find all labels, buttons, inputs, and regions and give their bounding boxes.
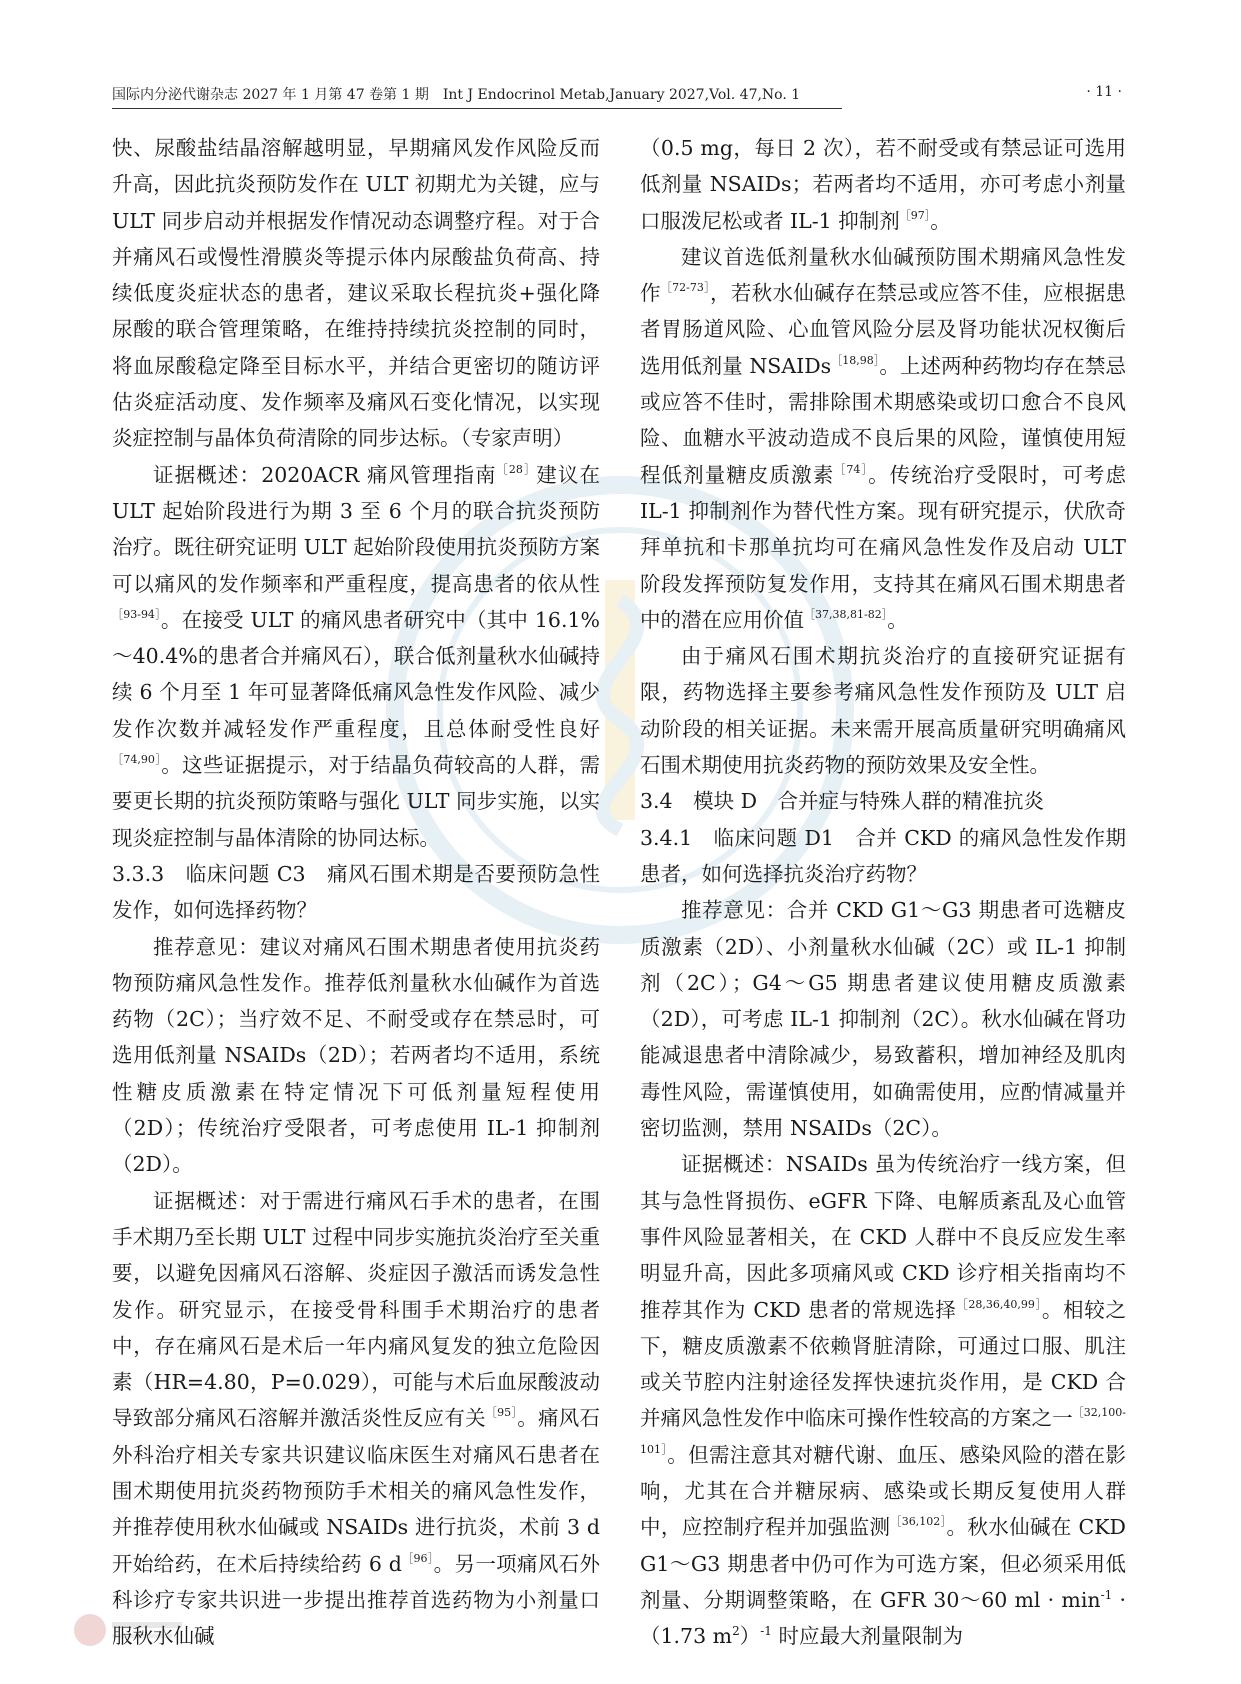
text-run: 证据概述：对于需进行痛风石手术的患者，在围手术期乃至长期 ULT 过程中同步实施抗炎治疗至关重要，以避免因痛风石溶解、炎症因子激活而诱发急性发作。研究显示，在接受骨科围手术期治疗的患者中，存在痛风石是术后一年内痛风复发的独立危险因素（HR=4.80，P=0.029），可能与术后血尿酸波动导致部分痛风石溶解并激活炎性反应有关 (112, 1188, 600, 1431)
citation-ref: ［32,100-101］ (640, 1406, 1126, 1456)
citation-ref: ［96］ (401, 1551, 434, 1565)
text-run: 。在接受 ULT 的痛风患者研究中（其中 16.1%～40.4%的患者合并痛风石），联合低剂量秋水仙碱持续 6 个月至 1 年可显著降低痛风急性发作风险、减少发作次数并减轻发作严重程度，且总体耐受性良好 (112, 607, 600, 741)
text-run: 。 (930, 208, 951, 233)
paragraph-evidence-c3 (112, 1183, 600, 1655)
citation-ref: ［72-73］ (660, 281, 710, 295)
text-run: 。秋水仙碱在 CKD G1～G3 期患者中仍可作为可选方案，但必须采用低剂量、分期调整策略，在 GFR 30～60 ml · min (640, 1515, 1126, 1612)
citation-ref: ［37,38,81-82］ (804, 607, 888, 621)
citation-ref: ［97］ (899, 208, 931, 222)
text-run: 。另一项痛风石外科诊疗专家共识进一步提出推荐首选药物为小剂量口服秋水仙碱 (112, 1551, 600, 1649)
text-run: 。上述两种药物均存在禁忌或应答不佳时，需排除围术期感染或切口愈合不良风险、血糖水平波动造成不良后果的风险，谨慎使用短程低剂量糖皮质激素 (640, 353, 1127, 487)
text-run: 建议在 ULT 起始阶段进行为期 3 至 6 个月的联合抗炎预防治疗。既往研究证明 ULT 起始阶段使用抗炎预防方案可以痛风的发作频率和严重程度，提高患者的依从性 (112, 462, 600, 596)
paragraph-evidence-c2 (112, 457, 600, 856)
text-run: 时应最大剂量限制为 (771, 1624, 963, 1649)
citation-ref: ［74］ (834, 462, 869, 476)
text-run: 建议首选低剂量秋水仙碱预防围术期痛风急性发作 (640, 244, 1126, 306)
text-run: 。 (887, 607, 908, 632)
section-heading-3-4-1: 3.4.1 临床问题 D1 合并 CKD 的痛风急性发作期患者，如何选择抗炎治疗药物？ (640, 825, 1126, 886)
citation-ref: ［93-94］ (112, 607, 161, 621)
text-run: ） (739, 1624, 761, 1649)
text-run: 。这些证据提示，对于结晶负荷较高的人群，需要更长期的抗炎预防策略与强化 ULT 同步实施，以实现炎症控制与晶体清除的协同达标。 (112, 753, 600, 850)
header-rule (112, 108, 842, 109)
right-column (640, 130, 1126, 1654)
paragraph-continuation (640, 130, 1126, 239)
citation-ref: ［28,36,40,99］ (956, 1297, 1042, 1311)
citation-ref: ［95］ (485, 1406, 518, 1420)
text-run: 。相较之下，糖皮质激素不依赖肾脏清除，可通过口服、肌注或关节腔内注射途径发挥快速抗炎作用，是 CKD 合并痛风急性发作中临床可操作性较高的方案之一 (640, 1297, 1127, 1431)
section-heading-3-4: 3.4 模块 D 合并症与特殊人群的精准抗炎 (640, 789, 1045, 814)
text-run: （0.5 mg，每日 2 次），若不耐受或有禁忌证可选用低剂量 NSAIDs；若两者均不适用，亦可考虑小剂量口服泼尼松或者 IL-1 抑制剂 (640, 136, 1126, 233)
section-heading-3-3-3: 3.3.3 临床问题 C3 痛风石围术期是否要预防急性发作，如何选择药物？ (112, 861, 600, 923)
journal-citation: 国际内分泌代谢杂志 2027 年 1 月第 47 卷第 1 期 Int J Endocrinol Metab,January 2027,Vol. 47,No. 1 (112, 87, 801, 103)
page-number: · 11 · (1086, 84, 1122, 100)
paragraph-limited-evidence: 由于痛风石围术期抗炎治疗的直接研究证据有限，药物选择主要参考痛风急性发作预防及 ULT 启动阶段的相关证据。未来需开展高质量研究明确痛风石围术期使用抗炎药物的预防效果及安全性。 (640, 644, 1126, 778)
citation-ref: ［18,98］ (831, 353, 880, 367)
paragraph-drug-selection (640, 239, 1126, 638)
text-run: 。但需注意其对糖代谢、血压、感染风险的潜在影响，尤其在合并糖尿病、感染或长期反复使用人群中，应控制疗程并加强监测 (640, 1442, 1127, 1540)
text-run: 。痛风石外科治疗相关专家共识建议临床医生对痛风石患者在围术期使用抗炎药物预防手术相关的痛风急性发作，并推荐使用秋水仙碱或 NSAIDs 进行抗炎，术前 3 d 开始给药，在术后持续给药 6 d (112, 1406, 600, 1576)
text-run: ，若秋水仙碱存在禁忌或应答不佳，应根据患者胃肠道风险、心血管风险分层及肾功能状况权衡后选用低剂量 NSAIDs (640, 281, 1127, 378)
paragraph-evidence-d1 (640, 1146, 1126, 1654)
text-run: 证据概述：2020ACR 痛风管理指南 (153, 462, 497, 487)
paragraph-recommendation-c3: 推荐意见：建议对痛风石围术期患者使用抗炎药物预防痛风急性发作。推荐低剂量秋水仙碱作为首选药物（2C）；当疗效不足、不耐受或存在禁忌时，可选用低剂量 NSAIDs（2D）；若两者均不适用，系统性糖皮质激素在特定情况下可低剂量短程使用（2D）；传统治疗受限者，可考虑使用 IL-1 抑制剂（2D）。 (112, 934, 600, 1177)
left-column (112, 130, 600, 1654)
text-run: 。传统治疗受限时，可考虑 IL-1 抑制剂作为替代性方案。现有研究提示，伏欣奇拜单抗和卡那单抗均可在痛风急性发作及启动 ULT 阶段发挥预防复发作用，支持其在痛风石围术期患者中的潜在应用价值 (640, 462, 1127, 632)
citation-ref: ［74,90］ (112, 753, 162, 767)
paragraph-continuation: 快、尿酸盐结晶溶解越明显，早期痛风发作风险反而升高，因此抗炎预防发作在 ULT 初期尤为关键，应与 ULT 同步启动并根据发作情况动态调整疗程。对于合并痛风石或慢性滑膜炎等提示体内尿酸盐负荷高、持续低度炎症状态的患者，建议采取长程抗炎+强化降尿酸的联合管理策略，在维持持续抗炎控制的同时，将血尿酸稳定降至目标水平，并结合更密切的随访评估炎症活动度、发作频率及痛风石变化情况，以实现炎症控制与晶体负荷清除的同步达标。（专家声明） (112, 136, 600, 451)
citation-ref: ［36,102］ (890, 1515, 947, 1529)
running-header (112, 84, 1122, 110)
citation-ref: ［28］ (496, 462, 537, 476)
text-run: 证据概述：NSAIDs 虽为传统治疗一线方案，但其与急性肾损伤、eGFR 下降、电解质紊乱及心血管事件风险显著相关，在 CKD 人群中不良反应发生率明显升高，因此多项痛风或 CKD 诊疗相关指南均不推荐其作为 CKD 患者的常规选择 (640, 1152, 1126, 1322)
text-run: ·（1.73 m (640, 1587, 1126, 1649)
superscript: 2 (732, 1624, 740, 1639)
superscript: -1 (1100, 1587, 1113, 1602)
paragraph-recommendation-d1: 推荐意见：合并 CKD G1～G3 期患者可选糖皮质激素（2D）、小剂量秋水仙碱（2C）或 IL-1 抑制剂（2C）；G4～G5 期患者建议使用糖皮质激素（2D），可考虑 IL-1 抑制剂（2C）。秋水仙碱在肾功能减退患者中清除减少，易致蓄积，增加神经及肌肉毒性风险，需谨慎使用，如确需使用，应酌情减量并密切监测，禁用 NSAIDs（2C）。 (640, 898, 1126, 1141)
superscript: -1 (760, 1624, 772, 1639)
